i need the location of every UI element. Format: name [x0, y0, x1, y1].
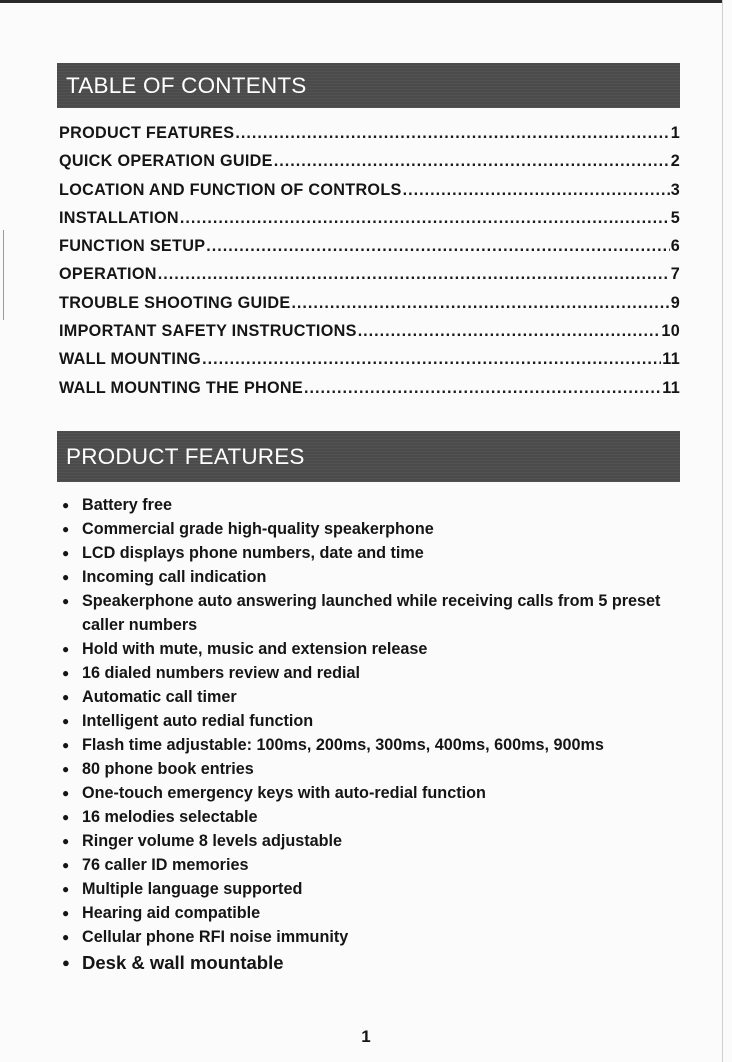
- feature-text: 16 melodies selectable: [82, 808, 258, 826]
- toc-entry-title: IMPORTANT SAFETY INSTRUCTIONS: [59, 322, 357, 341]
- toc-entry[interactable]: [59, 181, 680, 209]
- feature-item: [62, 829, 692, 853]
- toc-entry-page: 6: [670, 237, 680, 256]
- toc-entry[interactable]: [59, 350, 680, 378]
- bullet-icon: ●: [62, 738, 70, 752]
- bullet-icon: ●: [62, 762, 70, 776]
- feature-text: 80 phone book entries: [82, 760, 254, 778]
- toc-leader-dots: [304, 379, 661, 398]
- feature-text: Hold with mute, music and extension release: [82, 640, 428, 658]
- toc-entry-page: 9: [670, 293, 680, 312]
- feature-item: [62, 877, 692, 901]
- feature-item: [62, 637, 692, 661]
- feature-text: Ringer volume 8 levels adjustable: [82, 832, 342, 850]
- right-border-line: [722, 0, 723, 1062]
- toc-entry[interactable]: [59, 237, 680, 265]
- top-border-line: [0, 0, 722, 3]
- feature-item: [62, 589, 692, 637]
- feature-item: [62, 781, 692, 805]
- toc-entry-title: OPERATION: [59, 265, 157, 284]
- feature-item: [62, 565, 692, 589]
- bullet-icon: ●: [62, 930, 70, 944]
- bullet-icon: ●: [62, 498, 70, 512]
- toc-entry-title: INSTALLATION: [59, 208, 179, 227]
- toc-entry[interactable]: [59, 322, 680, 350]
- toc-entry-page: 1: [670, 124, 680, 142]
- toc-entry-title: WALL MOUNTING: [59, 350, 202, 369]
- feature-text: Cellular phone RFI noise immunity: [82, 928, 349, 946]
- feature-item: [62, 517, 692, 541]
- toc-entry-title: QUICK OPERATION GUIDE: [59, 152, 273, 171]
- toc-leader-dots: [180, 209, 670, 228]
- toc-entry[interactable]: [59, 124, 680, 152]
- toc-entry[interactable]: [59, 152, 680, 180]
- toc-leader-dots: [206, 237, 669, 256]
- feature-list: [62, 493, 692, 976]
- feature-text: Speakerphone auto answering launched while receiving calls from 5 preset caller numbers: [82, 592, 661, 634]
- toc-entry-page: 11: [662, 350, 680, 369]
- feature-text: Incoming call indication: [82, 568, 267, 586]
- toc-entry-page: 3: [670, 180, 680, 199]
- bullet-icon: ●: [62, 690, 70, 704]
- feature-item: [62, 805, 692, 829]
- feature-text: One-touch emergency keys with auto-redial function: [82, 784, 486, 802]
- toc-entry-page: 2: [670, 152, 680, 171]
- bullet-icon: ●: [62, 546, 70, 560]
- feature-item: [62, 733, 692, 757]
- toc-leader-dots: [158, 265, 670, 284]
- toc-entry-page: 10: [661, 322, 680, 341]
- toc-leader-dots: [235, 124, 669, 143]
- bullet-icon: ●: [62, 594, 70, 608]
- toc-entry-page: 7: [670, 265, 680, 284]
- feature-item: [62, 950, 692, 976]
- toc-list: [59, 124, 680, 407]
- feature-text: Multiple language supported: [82, 880, 303, 898]
- toc-entry-title: FUNCTION SETUP: [59, 237, 206, 256]
- toc-leader-dots: [291, 294, 669, 313]
- bullet-icon: ●: [62, 522, 70, 536]
- bullet-icon: ●: [62, 955, 70, 970]
- feature-item: [62, 685, 692, 709]
- bullet-icon: ●: [62, 882, 70, 896]
- toc-heading: TABLE OF CONTENTS: [66, 73, 307, 98]
- bullet-icon: ●: [62, 714, 70, 728]
- feature-text: Flash time adjustable: 100ms, 200ms, 300ms, 400ms, 600ms, 900ms: [82, 736, 604, 754]
- feature-item: [62, 925, 692, 949]
- feature-item: [62, 709, 692, 733]
- toc-entry[interactable]: [59, 379, 680, 407]
- toc-entry-title: LOCATION AND FUNCTION OF CONTROLS: [59, 180, 402, 199]
- toc-entry-page: 11: [662, 378, 680, 397]
- feature-text: 16 dialed numbers review and redial: [82, 664, 360, 682]
- feature-item: [62, 493, 692, 517]
- toc-entry-title: TROUBLE SHOOTING GUIDE: [59, 293, 291, 312]
- toc-entry-title: PRODUCT FEATURES: [59, 124, 235, 142]
- toc-entry[interactable]: [59, 265, 680, 293]
- scan-edge-mark: [3, 230, 4, 320]
- toc-leader-dots: [202, 350, 661, 369]
- bullet-icon: ●: [62, 858, 70, 872]
- feature-text: Battery free: [82, 496, 172, 514]
- feature-text: Desk & wall mountable: [82, 952, 284, 973]
- toc-entry[interactable]: [59, 294, 680, 322]
- bullet-icon: ●: [62, 906, 70, 920]
- feature-item: [62, 901, 692, 925]
- toc-entry[interactable]: [59, 209, 680, 237]
- toc-leader-dots: [403, 181, 670, 200]
- toc-entry-title: WALL MOUNTING THE PHONE: [59, 378, 304, 397]
- feature-text: Hearing aid compatible: [82, 904, 261, 922]
- feature-text: Commercial grade high-quality speakerphone: [82, 520, 434, 538]
- features-heading: PRODUCT FEATURES: [66, 444, 305, 469]
- feature-item: [62, 853, 692, 877]
- toc-entry-page: 5: [670, 208, 680, 227]
- feature-item: [62, 757, 692, 781]
- feature-text: 76 caller ID memories: [82, 856, 249, 874]
- toc-heading-banner: [57, 63, 680, 108]
- toc-leader-dots: [274, 152, 670, 171]
- feature-text: Automatic call timer: [82, 688, 237, 706]
- feature-text: Intelligent auto redial function: [82, 712, 314, 730]
- bullet-icon: ●: [62, 786, 70, 800]
- feature-item: [62, 541, 692, 565]
- bullet-icon: ●: [62, 642, 70, 656]
- toc-leader-dots: [358, 322, 661, 341]
- bullet-icon: ●: [62, 570, 70, 584]
- bullet-icon: ●: [62, 666, 70, 680]
- features-heading-banner: [57, 431, 680, 482]
- page-number: 1: [361, 1027, 371, 1046]
- feature-text: LCD displays phone numbers, date and time: [82, 544, 424, 562]
- bullet-icon: ●: [62, 810, 70, 824]
- feature-item: [62, 661, 692, 685]
- bullet-icon: ●: [62, 834, 70, 848]
